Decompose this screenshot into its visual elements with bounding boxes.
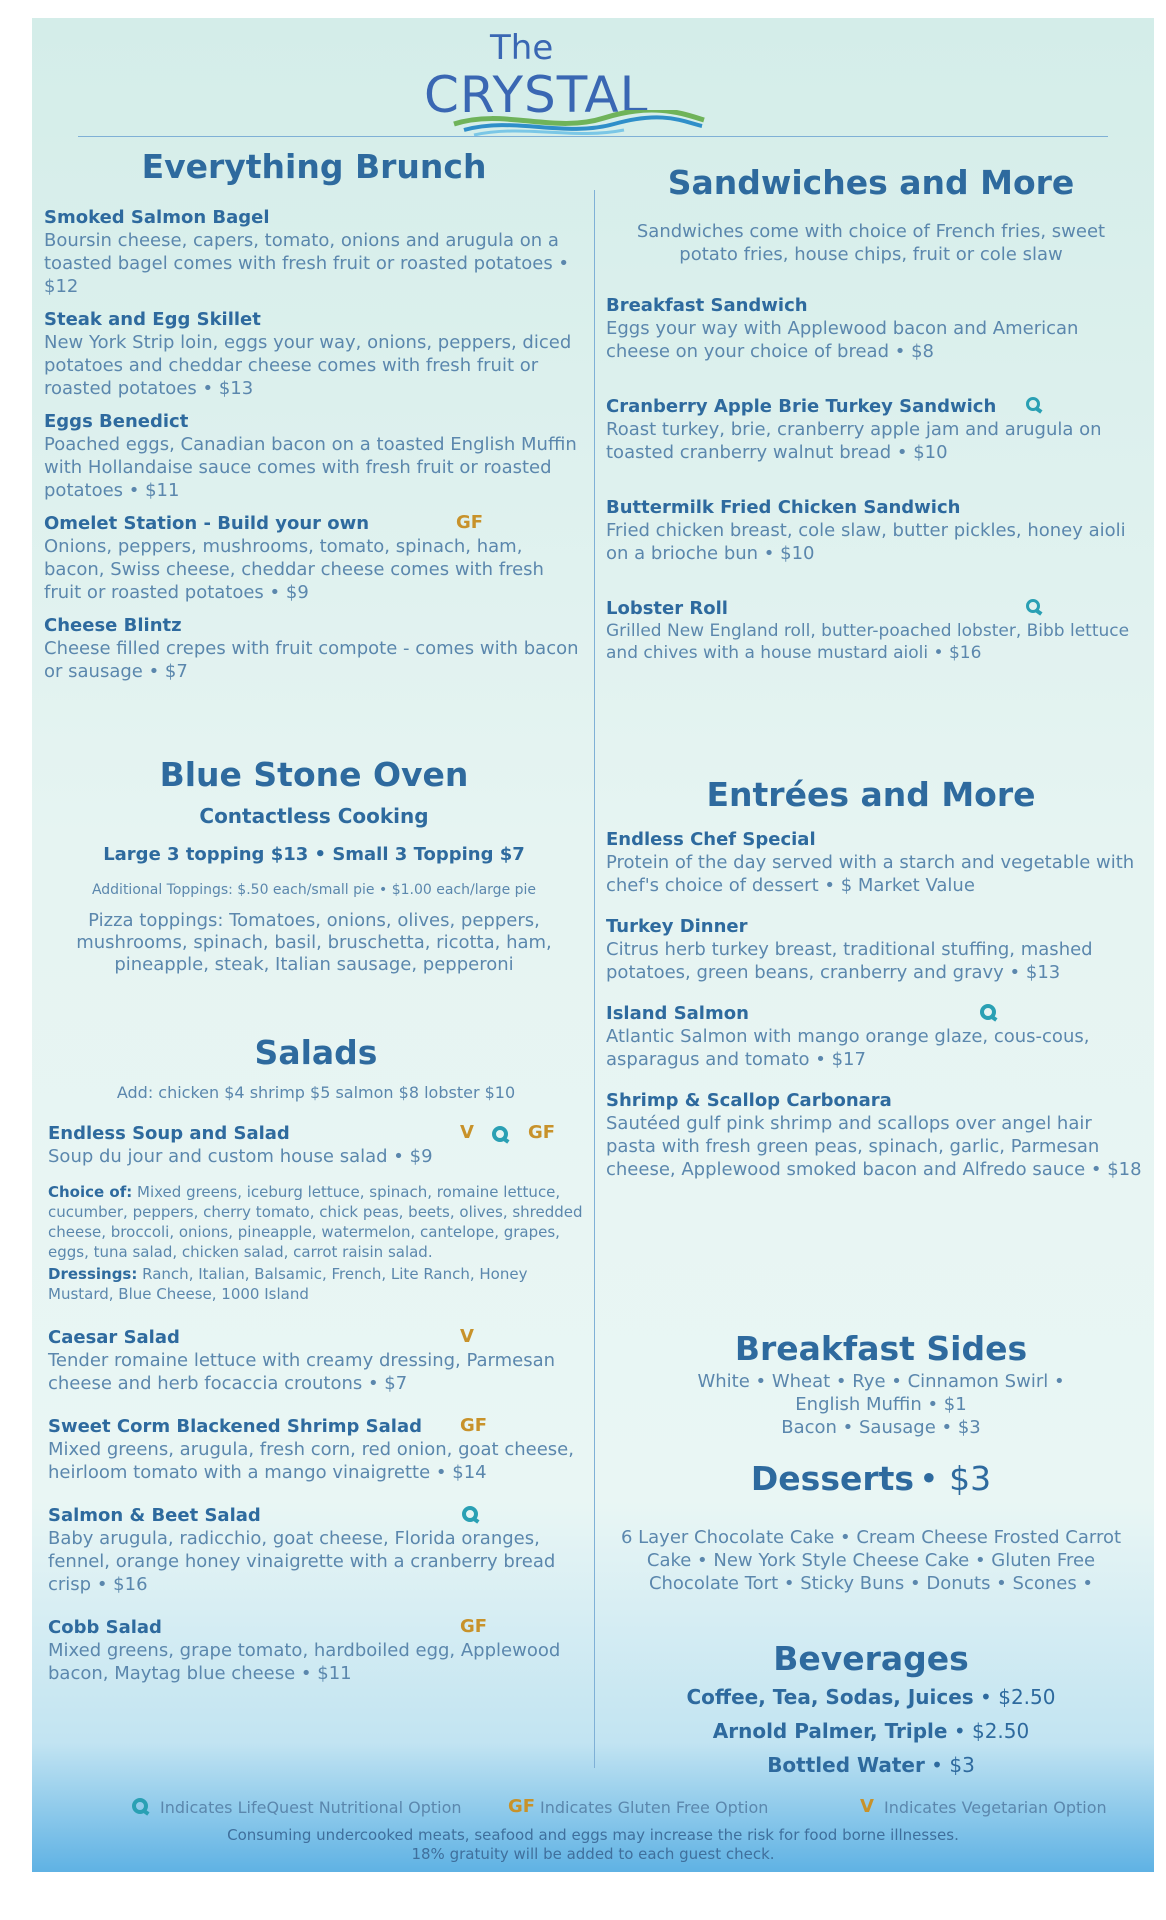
- item-desc: Soup du jour and custom house salad • $9: [48, 1146, 433, 1167]
- beverages-title: Beverages: [773, 1639, 969, 1678]
- desserts-price: • $3: [919, 1459, 992, 1498]
- entrees-title: Entrées and More: [706, 775, 1036, 814]
- menu-item: [48, 1504, 584, 1596]
- desserts-list: 6 Layer Chocolate Cake • Cream Cheese Frosted Carrot Cake • New York Style Cheese Cake • Gluten Free Chocolate Tort • Sticky Buns • Donuts • Scones •: [620, 1527, 1122, 1594]
- lifequest-icon: [1026, 397, 1040, 411]
- sandwiches-intro: Sandwiches come with choice of French fries, sweet potato fries, house chips, fruit or cole slaw: [636, 221, 1106, 265]
- sides-section: [616, 1328, 1146, 1439]
- menu-item: [606, 1089, 1146, 1181]
- item-desc: Boursin cheese, capers, tomato, onions and arugula on a toasted bagel comes with fresh fruit or roasted potatoes • $12: [44, 230, 570, 297]
- beverage-item: [606, 1714, 1136, 1748]
- legend-gf-mark: GF: [508, 1796, 536, 1817]
- item-name: Endless Chef Special: [606, 829, 816, 850]
- item-desc: Grilled New England roll, butter-poached lobster, Bibb lettuce and chives with a house mustard aioli • $16: [606, 621, 1130, 663]
- dressings-label: Dressings:: [48, 1265, 138, 1283]
- choice-text: Mixed greens, iceburg lettuce, spinach, romaine lettuce, cucumber, peppers, cherry tomato, chick peas, beets, olives, shredded cheese, broccoli, onions, pineapple, watermelon, cantelope, grapes, eggs, tuna salad, chicken salad, carrot raisin salad.: [48, 1183, 583, 1261]
- salads-add: Add: chicken $4 shrimp $5 salmon $8 lobster $10: [116, 1083, 516, 1102]
- legend: [132, 1796, 1132, 1822]
- dressings-text: Ranch, Italian, Balsamic, French, Lite Ranch, Honey Mustard, Blue Cheese, 1000 Island: [48, 1265, 528, 1303]
- sandwiches-section: [606, 162, 1136, 664]
- item-desc: Sautéed gulf pink shrimp and scallops over angel hair pasta with fresh green peas, spinach, garlic, Parmesan cheese, Applewood smoked bacon and Alfredo sauce • $18: [606, 1113, 1142, 1180]
- item-desc: Tender romaine lettuce with creamy dressing, Parmesan cheese and herb focaccia croutons • $7: [48, 1350, 556, 1394]
- menu-item: [606, 395, 1136, 464]
- item-name: Endless Soup and Salad: [48, 1123, 290, 1144]
- item-name: Island Salmon: [606, 1003, 749, 1024]
- sandwiches-title: Sandwiches and More: [667, 163, 1075, 202]
- beverages-section: [606, 1638, 1136, 1782]
- column-divider: [594, 190, 595, 1768]
- vegetarian-tag: V: [460, 1326, 474, 1347]
- sides-line-3: Bacon • Sausage • $3: [781, 1417, 981, 1438]
- menu-item: [48, 1616, 584, 1685]
- logo-name: CRYSTAL: [424, 66, 649, 124]
- beverage-name: Bottled Water: [767, 1753, 925, 1777]
- item-name: Buttermilk Fried Chicken Sandwich: [606, 497, 961, 518]
- lifequest-icon: [1026, 599, 1040, 613]
- gluten-free-tag: GF: [460, 1616, 488, 1637]
- oven-title: Blue Stone Oven: [159, 755, 469, 794]
- vegetarian-tag: V: [460, 1122, 474, 1143]
- item-desc: Cheese filled crepes with fruit compote - comes with bacon or sausage • $7: [44, 638, 579, 682]
- beverage-price: • $2.50: [947, 1719, 1030, 1743]
- lifequest-icon: [462, 1506, 478, 1522]
- desserts-heading: [606, 1458, 1136, 1506]
- sides-title: Breakfast Sides: [734, 1329, 1028, 1368]
- gluten-free-tag: GF: [460, 1415, 488, 1436]
- beverage-price: • $2.50: [973, 1685, 1056, 1709]
- beverage-item: [606, 1680, 1136, 1714]
- legend-lifequest: Indicates LifeQuest Nutritional Option: [160, 1798, 462, 1817]
- item-name: Turkey Dinner: [606, 916, 748, 937]
- item-name: Cranberry Apple Brie Turkey Sandwich: [606, 396, 997, 417]
- entrees-section: [606, 774, 1146, 1181]
- item-desc: Eggs your way with Applewood bacon and American cheese on your choice of bread • $8: [606, 318, 1079, 362]
- item-desc: Fried chicken breast, cole slaw, butter pickles, honey aioli on a brioche bun • $10: [606, 520, 1126, 564]
- menu-item: [44, 308, 584, 400]
- oven-toppings: Pizza toppings: Tomatoes, onions, olives, peppers, mushrooms, spinach, basil, bruschetta, ricotta, ham, pineapple, steak, Italian sausage, pepperoni: [76, 910, 552, 975]
- salad-dressings: [48, 1264, 584, 1304]
- item-name: Breakfast Sandwich: [606, 295, 808, 316]
- logo-the: The: [490, 28, 554, 68]
- item-name: Salmon & Beet Salad: [48, 1505, 261, 1526]
- menu-page: [32, 18, 1154, 1872]
- item-name: Shrimp & Scallop Carbonara: [606, 1090, 892, 1111]
- item-desc: New York Strip loin, eggs your way, onions, peppers, diced potatoes and cheddar cheese comes with fresh fruit or roasted potatoes • $13: [44, 332, 572, 399]
- sides-line-1: White • Wheat • Rye • Cinnamon Swirl •: [697, 1371, 1065, 1392]
- menu-item: [606, 294, 1136, 363]
- menu-item: [606, 1002, 1146, 1071]
- salad-choices: [48, 1182, 584, 1262]
- item-name: Smoked Salmon Bagel: [44, 207, 270, 228]
- wave-icon: [434, 110, 714, 138]
- item-name: Eggs Benedict: [44, 411, 189, 432]
- item-name: Steak and Egg Skillet: [44, 309, 261, 330]
- oven-section: [44, 754, 584, 976]
- menu-item: [44, 410, 584, 502]
- beverage-name: Arnold Palmer, Triple: [712, 1719, 948, 1743]
- salads-title: Salads: [254, 1033, 378, 1072]
- desserts-title: Desserts: [750, 1459, 915, 1498]
- beverage-price: • $3: [924, 1753, 975, 1777]
- brunch-title: Everything Brunch: [141, 147, 487, 186]
- menu-item: [48, 1415, 584, 1484]
- item-name: Sweet Corm Blackened Shrimp Salad: [48, 1416, 422, 1437]
- crystal-logo: [424, 22, 754, 140]
- item-desc: Mixed greens, grape tomato, hardboiled egg, Applewood bacon, Maytag blue cheese • $11: [48, 1640, 561, 1684]
- menu-item: [48, 1122, 584, 1168]
- item-desc: Baby arugula, radicchio, goat cheese, Florida oranges, fennel, orange honey vinaigrette with a cranberry bread crisp • $16: [48, 1528, 556, 1595]
- item-name: Cheese Blintz: [44, 615, 182, 636]
- beverage-item: [606, 1748, 1136, 1782]
- menu-item: [606, 597, 1136, 664]
- left-column: [44, 146, 584, 693]
- item-desc: Onions, peppers, mushrooms, tomato, spinach, ham, bacon, Swiss cheese, cheddar cheese comes with fresh fruit or roasted potatoes • $9: [44, 536, 544, 603]
- legend-v-text: Indicates Vegetarian Option: [884, 1798, 1107, 1817]
- menu-item: [44, 512, 584, 604]
- lifequest-icon: [980, 1004, 996, 1020]
- top-divider: [78, 136, 1108, 137]
- item-desc: Poached eggs, Canadian bacon on a toasted English Muffin with Hollandaise sauce comes with fresh fruit or roasted potatoes • $11: [44, 434, 577, 501]
- oven-additional: Additional Toppings: $.50 each/small pie • $1.00 each/large pie: [91, 882, 537, 898]
- footer: [32, 1826, 1154, 1864]
- menu-item: [606, 915, 1146, 984]
- item-desc: Atlantic Salmon with mango orange glaze, cous-cous, asparagus and tomato • $17: [606, 1026, 1090, 1070]
- legend-gf-text: Indicates Gluten Free Option: [540, 1798, 769, 1817]
- menu-item: [48, 1326, 584, 1395]
- item-name: Omelet Station - Build your own: [44, 513, 370, 534]
- footer-gratuity: 18% gratuity will be added to each guest check.: [411, 1845, 775, 1863]
- footer-warning: Consuming undercooked meats, seafood and eggs may increase the risk for food borne illnesses.: [227, 1826, 959, 1844]
- menu-item: [606, 496, 1136, 565]
- item-desc: Protein of the day served with a starch and vegetable with chef's choice of dessert • $ Market Value: [606, 852, 1135, 896]
- oven-subtitle: Contactless Cooking: [199, 804, 429, 828]
- choice-label: Choice of:: [48, 1183, 133, 1201]
- item-name: Cobb Salad: [48, 1617, 162, 1638]
- menu-item: [44, 206, 584, 298]
- item-desc: Mixed greens, arugula, fresh corn, red onion, goat cheese, heirloom tomato with a mango vinaigrette • $14: [48, 1439, 574, 1483]
- legend-v-mark: V: [860, 1796, 874, 1817]
- item-desc: Citrus herb turkey breast, traditional stuffing, mashed potatoes, green beans, cranberry and gravy • $13: [606, 939, 1093, 983]
- lifequest-icon: [132, 1798, 148, 1814]
- item-name: Lobster Roll: [606, 598, 728, 619]
- oven-sizes: Large 3 topping $13 • Small 3 Topping $7: [103, 844, 525, 865]
- beverage-name: Coffee, Tea, Sodas, Juices: [686, 1685, 974, 1709]
- desserts-section: [606, 1458, 1136, 1595]
- gluten-free-tag: GF: [528, 1122, 556, 1143]
- item-name: Caesar Salad: [48, 1327, 180, 1348]
- item-desc: Roast turkey, brie, cranberry apple jam and arugula on toasted cranberry walnut bread • $10: [606, 419, 1102, 463]
- gluten-free-tag: GF: [456, 512, 484, 533]
- sides-line-2: English Muffin • $1: [795, 1394, 967, 1415]
- lifequest-icon: [492, 1126, 508, 1142]
- menu-item: [606, 828, 1146, 897]
- salads-section: [48, 1032, 584, 1685]
- menu-item: [44, 614, 584, 683]
